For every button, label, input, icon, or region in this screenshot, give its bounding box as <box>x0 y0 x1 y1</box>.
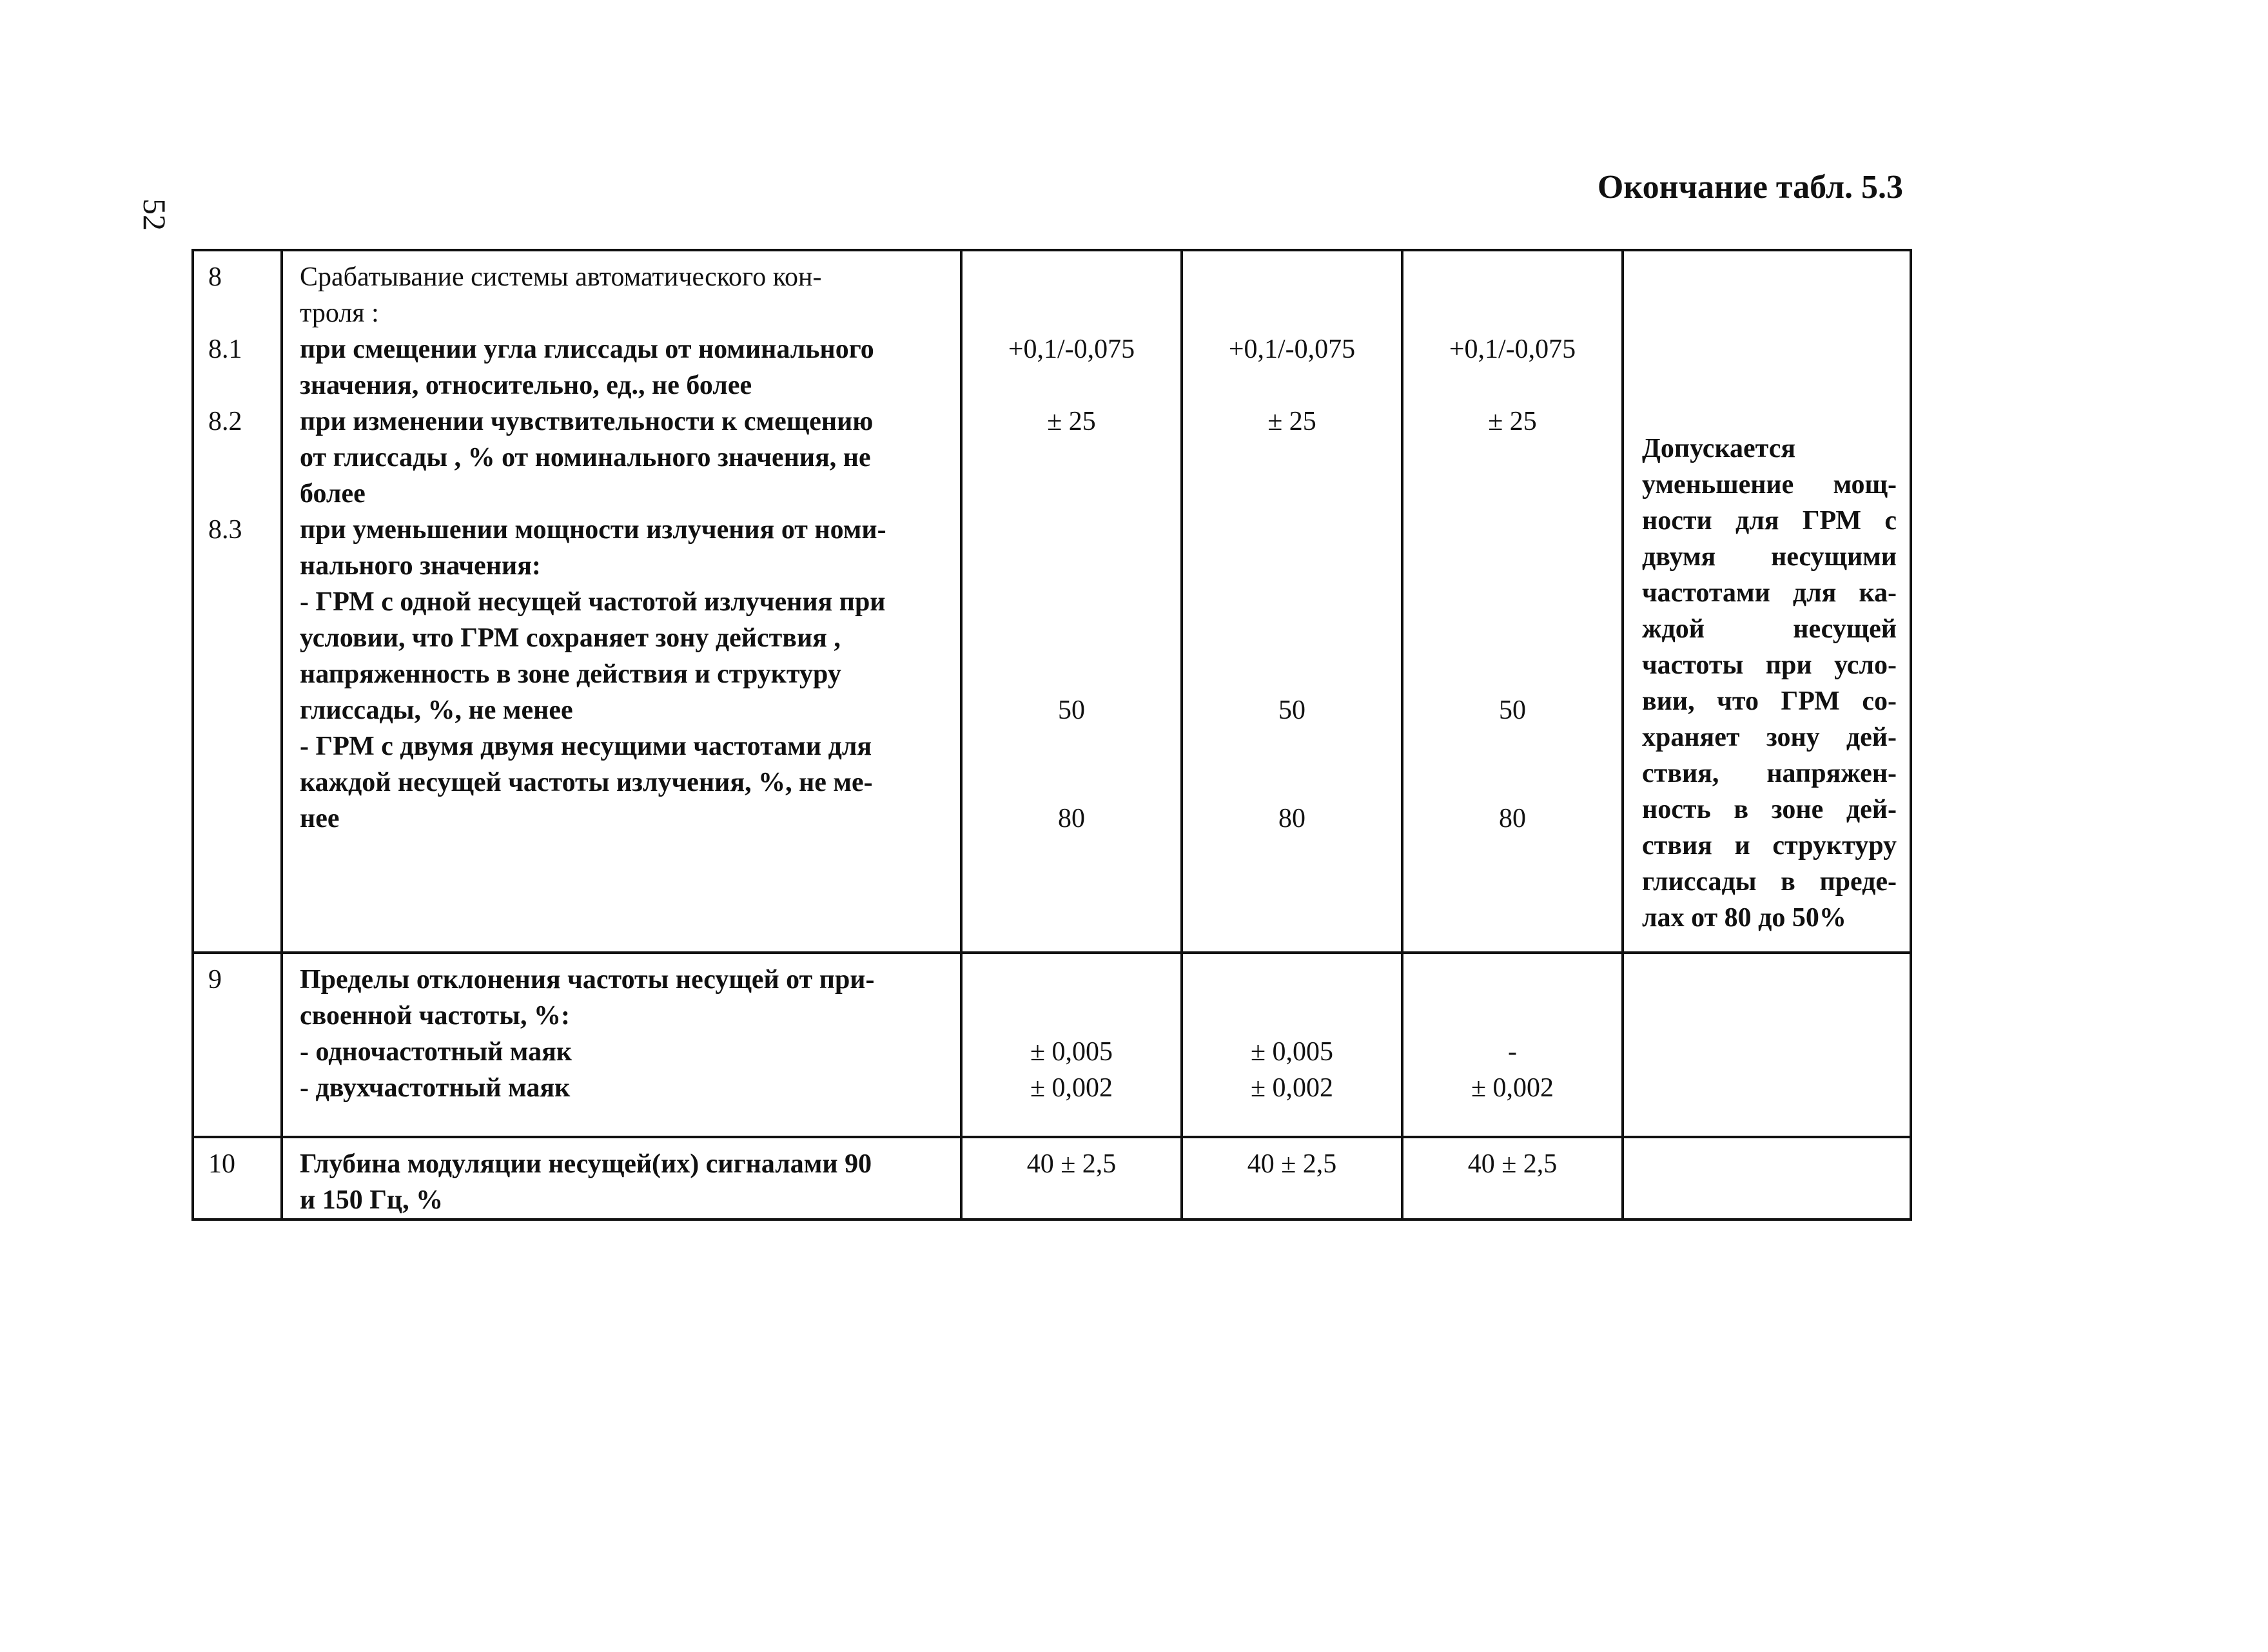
description-line: - двухчастотный маяк <box>300 1073 571 1103</box>
value-line: 40 ± 2,5 <box>1026 1149 1117 1179</box>
value-line <box>1403 728 1621 764</box>
item-number: 8.3 <box>208 515 242 545</box>
value-line <box>963 367 1180 403</box>
row-10-number <box>193 1137 282 1220</box>
note-line: глиссады в преде- <box>1642 867 1897 897</box>
description-line: нее <box>300 804 340 833</box>
value-line <box>963 440 1180 476</box>
value-line: +0,1/-0,075 <box>1008 335 1135 364</box>
value-line <box>1403 295 1621 331</box>
row-9-value-col-1 <box>961 953 1182 1137</box>
page-number: 52 <box>137 199 173 231</box>
value-line <box>963 259 1180 295</box>
value-line <box>1183 998 1401 1034</box>
row-9-value-col-3 <box>1402 953 1623 1137</box>
value-line <box>1183 440 1401 476</box>
value-line <box>1183 728 1401 764</box>
value-line <box>963 620 1180 656</box>
note-line: частоты при усло- <box>1642 650 1897 680</box>
description-line: каждой несущей частоты излучения, %, не ме- <box>300 768 873 797</box>
description-line: Глубина модуляции несущей(их) сигналами 90 <box>300 1149 872 1179</box>
description-line: троля : <box>300 298 379 328</box>
description-line: своенной частоты, %: <box>300 1001 571 1031</box>
value-line: ± 25 <box>1047 407 1096 436</box>
value-line <box>963 512 1180 548</box>
value-line <box>1183 367 1401 403</box>
value-line <box>963 656 1180 692</box>
row-10-description <box>282 1137 961 1220</box>
item-number: 8.1 <box>208 335 242 364</box>
value-line: +0,1/-0,075 <box>1449 335 1576 364</box>
description-line: нального значения: <box>300 551 541 581</box>
value-line <box>1403 656 1621 692</box>
item-number: 8.2 <box>208 407 242 436</box>
row-8-note <box>1623 250 1911 953</box>
note-line: двумя несущими <box>1642 542 1897 572</box>
row-8-value-col-1 <box>961 250 1182 953</box>
value-line: ± 0,005 <box>1250 1037 1334 1067</box>
row-10-value-col-2 <box>1182 1137 1402 1220</box>
row-9-note <box>1623 953 1911 1137</box>
value-line: +0,1/-0,075 <box>1228 335 1356 364</box>
value-line: 50 <box>1499 695 1526 725</box>
value-line <box>1183 620 1401 656</box>
value-line <box>1403 962 1621 998</box>
table-row-10 <box>193 1137 1911 1220</box>
description-line: и 150 Гц, % <box>300 1185 444 1215</box>
description-line: при уменьшении мощности излучения от номи- <box>300 515 886 545</box>
item-number: 8 <box>208 262 222 292</box>
note-line: ности для ГРМ с <box>1642 506 1897 536</box>
value-line: ± 0,002 <box>1471 1073 1554 1103</box>
row-8-value-col-3 <box>1402 250 1623 953</box>
value-line <box>1403 512 1621 548</box>
value-line <box>1403 548 1621 584</box>
table-row-8 <box>193 250 1911 953</box>
description-line: - ГРМ с двумя двумя несущими частотами для <box>300 732 872 761</box>
value-line <box>963 962 1180 998</box>
value-line: - <box>1508 1037 1517 1067</box>
value-line <box>1403 620 1621 656</box>
value-line <box>1403 998 1621 1034</box>
value-line <box>1403 584 1621 620</box>
note-line: уменьшение мощ- <box>1642 470 1897 500</box>
item-number <box>208 476 280 512</box>
description-line: Пределы отклонения частоты несущей от при- <box>300 965 875 995</box>
value-line <box>963 476 1180 512</box>
value-line <box>1403 259 1621 295</box>
note-line: ствия, напряжен- <box>1642 759 1897 788</box>
description-line: условии, что ГРМ сохраняет зону действия , <box>300 623 841 653</box>
value-line <box>963 295 1180 331</box>
item-number <box>208 367 280 403</box>
value-line: ± 0,002 <box>1030 1073 1113 1103</box>
value-line <box>1403 476 1621 512</box>
value-line: 50 <box>1278 695 1305 725</box>
value-line <box>963 584 1180 620</box>
row-9-description <box>282 953 961 1137</box>
value-line <box>1183 962 1401 998</box>
value-line: 80 <box>1278 804 1305 833</box>
value-line <box>963 764 1180 801</box>
row-10-value-col-1 <box>961 1137 1182 1220</box>
value-line <box>1183 259 1401 295</box>
value-line <box>1183 295 1401 331</box>
description-line: более <box>300 479 366 509</box>
note-line: вии, что ГРМ со- <box>1642 686 1897 716</box>
item-number: 9 <box>208 965 222 995</box>
note-line: лах от 80 до 50% <box>1642 903 1846 933</box>
value-line <box>1403 764 1621 801</box>
item-number <box>208 440 280 476</box>
value-line <box>963 728 1180 764</box>
value-line <box>1183 548 1401 584</box>
value-line <box>1183 584 1401 620</box>
note-line: храняет зону дей- <box>1642 723 1897 752</box>
value-line <box>1183 512 1401 548</box>
item-number: 10 <box>208 1149 235 1179</box>
table-row-9 <box>193 953 1911 1137</box>
note-line: Допускается <box>1642 434 1796 463</box>
row-8-numbers <box>193 250 282 953</box>
value-line <box>1183 764 1401 801</box>
row-9-value-col-2 <box>1182 953 1402 1137</box>
description-line: - одночастотный маяк <box>300 1037 572 1067</box>
value-line <box>1403 440 1621 476</box>
description-line: от глиссады , % от номинального значения, не <box>300 443 871 472</box>
specification-table <box>191 249 1912 1221</box>
item-number <box>208 295 280 331</box>
row-10-note <box>1623 1137 1911 1220</box>
value-line <box>963 548 1180 584</box>
value-line: ± 0,005 <box>1030 1037 1113 1067</box>
value-line <box>963 998 1180 1034</box>
value-line: 80 <box>1499 804 1526 833</box>
row-8-value-col-2 <box>1182 250 1402 953</box>
value-line: 80 <box>1058 804 1085 833</box>
description-line: при смещении угла глиссады от номинального <box>300 335 874 364</box>
value-line: ± 25 <box>1488 407 1537 436</box>
value-line: 40 ± 2,5 <box>1247 1149 1337 1179</box>
note-line: частотами для ка- <box>1642 578 1897 608</box>
value-line: ± 0,002 <box>1250 1073 1334 1103</box>
note-line: ность в зоне дей- <box>1642 795 1897 824</box>
note-line: ждой несущей <box>1642 614 1897 644</box>
value-line: ± 25 <box>1267 407 1316 436</box>
value-line <box>1183 656 1401 692</box>
value-line: 50 <box>1058 695 1085 725</box>
description-line: значения, относительно, ед., не более <box>300 371 752 400</box>
note-line: ствия и структуру <box>1642 831 1897 860</box>
description-line: при изменении чувствительности к смещению <box>300 407 874 436</box>
value-line: 40 ± 2,5 <box>1467 1149 1558 1179</box>
description-line: - ГРМ с одной несущей частотой излучения при <box>300 587 886 617</box>
row-8-description <box>282 250 961 953</box>
description-line: глиссады, %, не менее <box>300 695 573 725</box>
row-9-number <box>193 953 282 1137</box>
description-line: Срабатывание системы автоматического кон- <box>300 262 822 292</box>
value-line <box>1403 367 1621 403</box>
table-caption: Окончание табл. 5.3 <box>1597 169 1903 206</box>
description-line: напряженность в зоне действия и структуру <box>300 659 841 689</box>
row-10-value-col-3 <box>1402 1137 1623 1220</box>
value-line <box>1183 476 1401 512</box>
